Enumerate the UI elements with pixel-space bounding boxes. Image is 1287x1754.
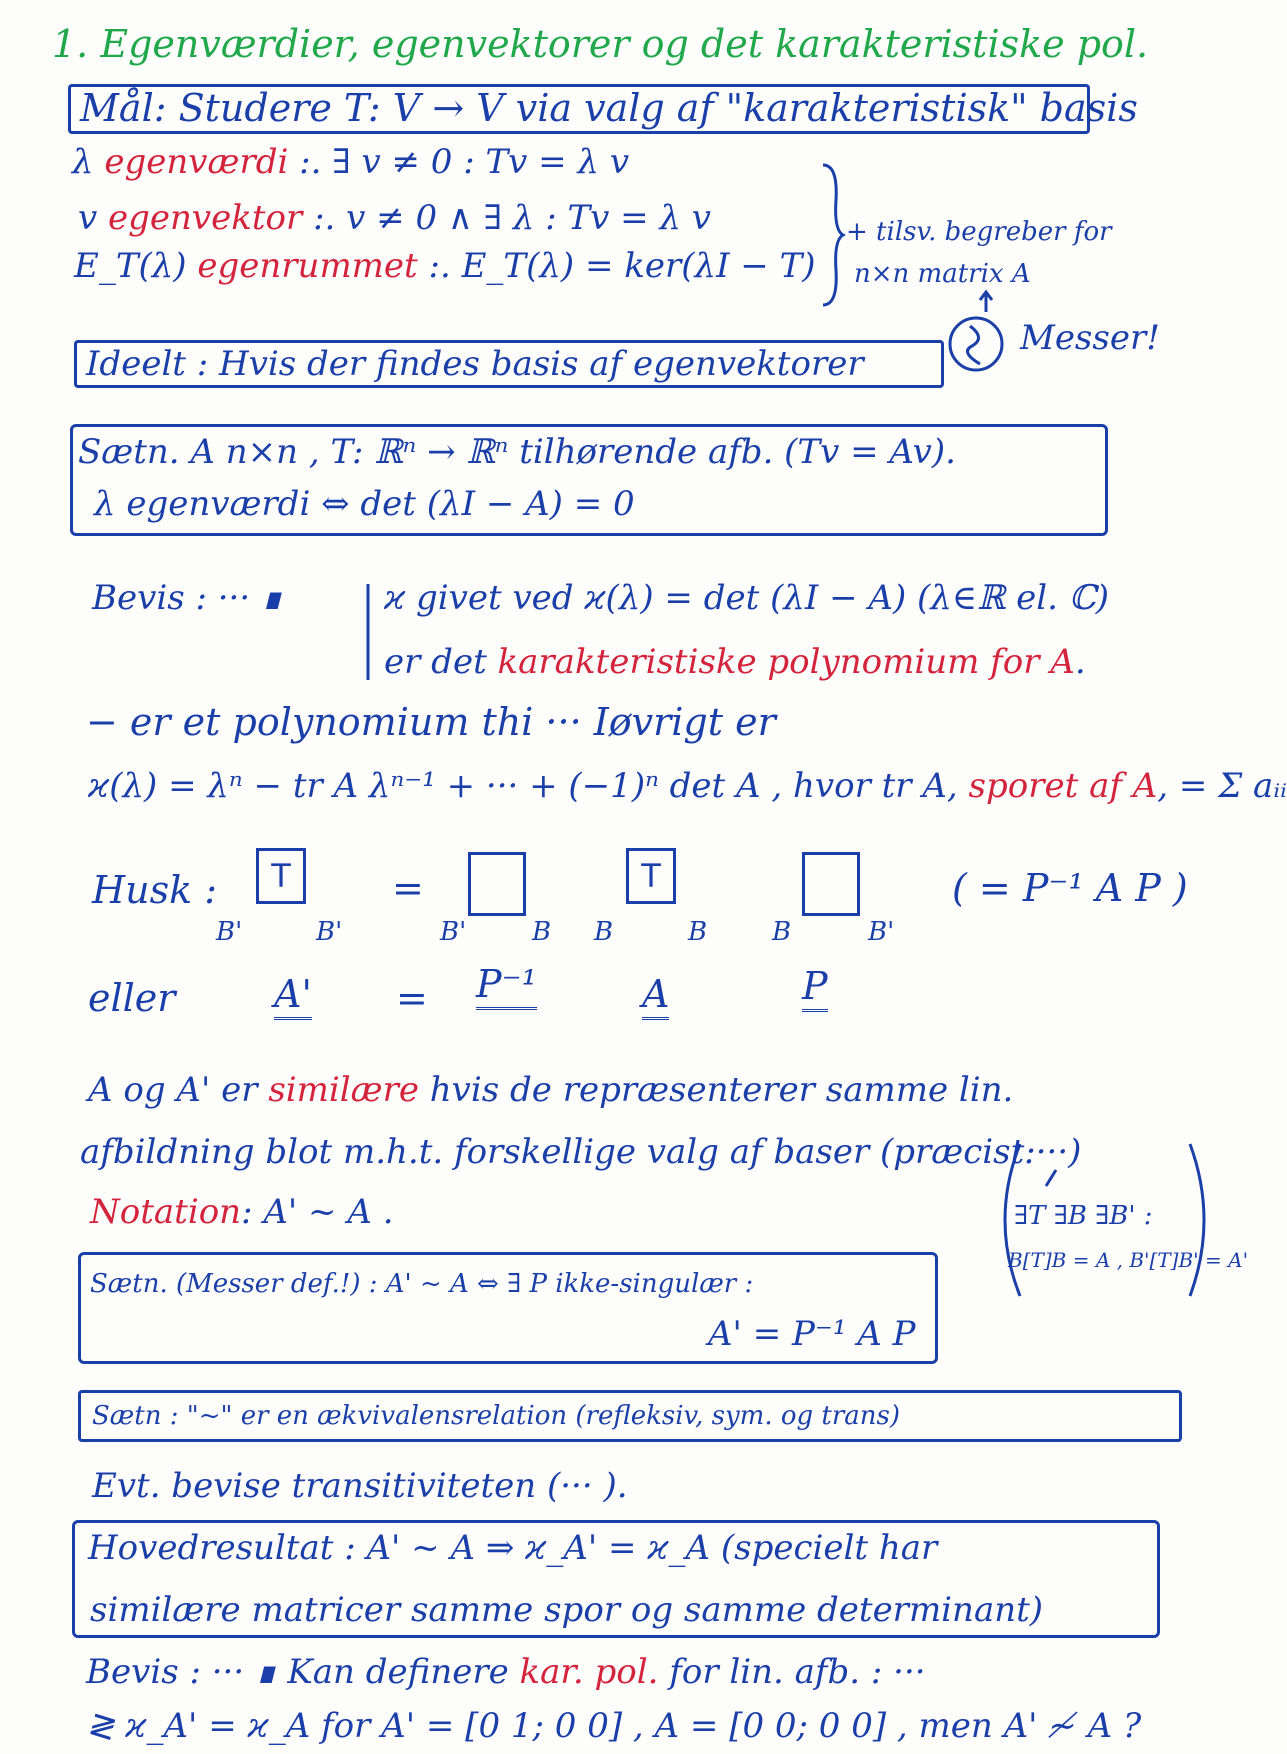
ideal-text: Ideelt : Hvis der findes basis af egenvektorer bbox=[86, 344, 864, 384]
similar-line1 bbox=[88, 1068, 1013, 1112]
proof2-line bbox=[86, 1650, 926, 1694]
charpoly-term: karakteristiske polynomium for A bbox=[497, 642, 1075, 682]
divider-line bbox=[364, 584, 372, 680]
similar-line2: afbildning blot m.h.t. forskellige valg af baser (præcist:···) bbox=[80, 1132, 1082, 1172]
husk-b-prime-right: B' bbox=[316, 917, 343, 947]
husk-paren: ( = P⁻¹ A P ) bbox=[952, 866, 1188, 910]
side-note-1: + tilsv. begreber for bbox=[846, 217, 1112, 247]
husk-label: Husk : bbox=[92, 868, 218, 912]
husk-eq: = bbox=[392, 866, 424, 910]
def-eigenvalue bbox=[72, 140, 629, 184]
eller-a: A bbox=[642, 972, 669, 1020]
eigenvector-definition: :. v ≠ 0 ∧ ∃ λ : Tv = λ v bbox=[313, 198, 712, 238]
proof1: Bevis : ··· ∎ bbox=[92, 578, 283, 618]
husk-empty-box-2 bbox=[802, 852, 860, 916]
last-line: ≷ 𝜘_A' = 𝜘_A for A' = [0 1; 0 0] , A = [0 0; 0 0] , men A' ≁ A ? bbox=[86, 1706, 1142, 1746]
notation-line bbox=[90, 1190, 394, 1234]
theorem1-line1: Sætn. A n×n , T: ℝⁿ → ℝⁿ tilhørende afb. (Tv = Av). bbox=[78, 432, 956, 472]
proof2-suffix: for lin. afb. : ··· bbox=[669, 1652, 926, 1692]
husk-b-4: B bbox=[772, 917, 792, 947]
eller-eq: = bbox=[396, 976, 428, 1020]
eller-label: eller bbox=[88, 976, 176, 1020]
eigenvalue-word: egenværdi bbox=[104, 142, 289, 182]
notation-text: : A' ~ A . bbox=[241, 1192, 394, 1232]
eller-p: P bbox=[802, 964, 828, 1012]
formula-trace-term: sporet af A bbox=[968, 766, 1158, 806]
side-note-2: n×n matrix A bbox=[854, 259, 1031, 289]
poly-line: − er et polynomium thi ··· Iøvrigt er bbox=[86, 700, 776, 744]
formula-trace-sum: , = Σ aᵢᵢ bbox=[1157, 766, 1287, 806]
proof2-prefix: Bevis : ··· ∎ Kan definere bbox=[86, 1652, 509, 1692]
similar-term: similære bbox=[268, 1070, 419, 1110]
theorem3-text: Sætn : "~" er en ækvivalensrelation (refleksiv, sym. og trans) bbox=[92, 1401, 901, 1431]
husk-T-box: T bbox=[256, 848, 306, 904]
goal-text: Mål: Studere T: V → V via valg af "karakteristisk" basis bbox=[80, 86, 1138, 130]
eigenvalue-symbol: λ bbox=[72, 142, 94, 182]
eigenvector-symbol: v bbox=[78, 198, 98, 238]
formula-main: 𝜘(λ) = λⁿ − tr A λⁿ⁻¹ + ··· + (−1)ⁿ det A , hvor tr A, bbox=[88, 766, 958, 806]
precise-2: B[T]B = A , B'[T]B' = A' bbox=[1008, 1248, 1249, 1272]
arrow-up-icon bbox=[946, 290, 1016, 380]
eigenspace-word: egenrummet bbox=[197, 246, 418, 286]
precise-1: ∃T ∃B ∃B' : bbox=[1014, 1201, 1153, 1231]
theorem2-line2: A' = P⁻¹ A P bbox=[708, 1314, 916, 1354]
main-result-line1: Hovedresultat : A' ~ A ⇒ 𝜘_A' = 𝜘_A (specielt har bbox=[88, 1528, 938, 1568]
husk-b-prime-left: B' bbox=[216, 917, 243, 947]
eigenvector-word: egenvektor bbox=[108, 198, 303, 238]
eigenspace-symbol: E_T(λ) bbox=[74, 246, 187, 286]
page-title: 1. Egenværdier, egenvektorer og det karakteristiske pol. bbox=[52, 22, 1149, 66]
charpoly-line1: 𝜘 givet ved 𝜘(λ) = det (λI − A) (λ∈ℝ el. ℂ) bbox=[384, 578, 1110, 618]
husk-b-prime-3: B' bbox=[868, 917, 895, 947]
husk-b-3: B bbox=[688, 917, 708, 947]
charpoly-suffix: . bbox=[1074, 642, 1086, 682]
similar-prefix: A og A' er bbox=[88, 1070, 258, 1110]
husk-b-2: B bbox=[594, 917, 614, 947]
main-result-line2: similære matricer samme spor og samme determinant) bbox=[90, 1590, 1044, 1630]
messer-note: Messer! bbox=[1020, 318, 1160, 358]
transitivity-line: Evt. bevise transitiviteten (··· ). bbox=[92, 1466, 628, 1506]
similar-suffix: hvis de repræsenterer samme lin. bbox=[429, 1070, 1014, 1110]
proof2-term: kar. pol. bbox=[519, 1652, 659, 1692]
def-eigenspace bbox=[74, 244, 816, 288]
husk-empty-box-1 bbox=[468, 852, 526, 916]
husk-b-1: B bbox=[532, 917, 552, 947]
eigenvalue-definition: :. ∃ v ≠ 0 : Tv = λ v bbox=[299, 142, 630, 182]
formula-line bbox=[88, 764, 1287, 808]
charpoly-prefix: er det bbox=[384, 642, 487, 682]
charpoly-line2 bbox=[384, 640, 1086, 684]
husk-T-box-2: T bbox=[626, 848, 676, 904]
eller-a-prime: A' bbox=[274, 972, 312, 1020]
theorem1-line2: λ egenværdi ⇔ det (λI − A) = 0 bbox=[94, 484, 635, 524]
eller-p-inv: P⁻¹ bbox=[476, 962, 537, 1010]
theorem2-line1: Sætn. (Messer def.!) : A' ~ A ⇔ ∃ P ikke-singulær : bbox=[90, 1269, 754, 1299]
def-eigenvector bbox=[78, 196, 711, 240]
husk-b-prime-2: B' bbox=[440, 917, 467, 947]
eigenspace-definition: :. E_T(λ) = ker(λI − T) bbox=[428, 246, 816, 286]
notation-label: Notation bbox=[90, 1192, 242, 1232]
brace-icon bbox=[818, 160, 848, 310]
